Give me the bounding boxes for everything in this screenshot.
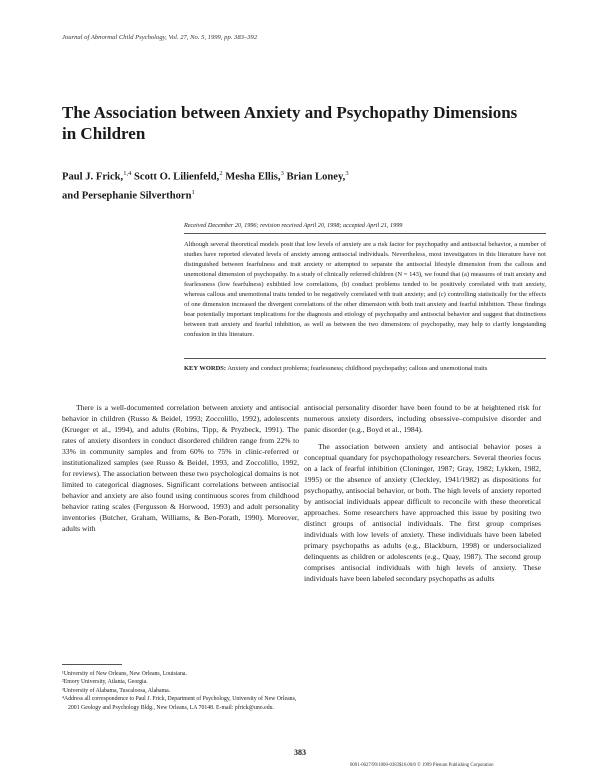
keywords [184,364,546,374]
copyright-line: 0091-0627/99/1000-0383$16.00/0 © 1999 Plenum Publishing Corporation [350,763,494,768]
author-affiliation-marker: 2 [219,170,223,177]
body-paragraph: There is a well-documented correlation between anxiety and antisocial behavior in children (Russo & Beidel, 1993; Zoccolillo, 1992), adolescents (Krueger et al., 1994), and adults (Robins, Tipp, & Pryzbeck, 1991). The rates of anxiety disorders in conduct disordered children range from 22% to 33% in community samples and from 60% to 75% in clinic-referred or institutionalized samples (see Russo & Beidel, 1993, and Zoccolillo, 1992, for reviews). The association between these two psychological domains is not limited to categorical diagnoses. Significant correlations between antisocial behavior and anxiety are also found using continuous scores from childhood behavior rating scales (Fergusson & Horwood, 1993) and adult personality inventories (Butcher, Graham, Williams, & Ben-Porath, 1990). Moreover, adults with [62,403,299,533]
footnote: ²Emory University, Atlanta, Georgia. [62,679,148,686]
body-paragraph: The association between anxiety and antisocial behavior poses a conceptual quandary for psychopathology researchers. Several theories focus on a lack of fearful inhibition (Cloninger, 1987; Gray, 1982; Lykken, 1982, 1995) or the absence of anxiety (Cleckley, 1941/1982) as dispositions for psychopathy, antisocial behavior, or both. The high levels of anxiety reported by antisocial individuals appear difficult to reconcile with these theoretical approaches. Some researchers have approached this issue by positing two distinct groups of antisocial individuals. The first group comprises individuals with low levels of anxiety. These individuals have been labeled primary psychopaths as adults (e.g., Blackburn, 1998) or undersocialized delinquents as children or adolescents (e.g., Quay, 1987). The second group comprises antisocial individuals with high levels of anxiety. These individuals have been labeled secondary psychopaths as adults [304,442,541,583]
footnote: ³University of Alabama, Tuscaloosa, Alabama. [62,687,171,694]
body-column-left [62,402,299,534]
abstract: Although several theoretical models posit that low levels of anxiety are a risk factor for psychopathy and antisocial behavior, a number of studies have reported elevated levels of anxiety among antisocial individuals. Nevertheless, most investigators in this literature have not distinguished between fearfulness and trait anxiety or attempted to separate the antisocial lifestyle dimension from the callous and unemotional dimension of psychopathy. In a study of clinically referred children (N = 143), we found that (a) measures of trait anxiety and fearlessness (low fearfulness) exhibited low correlations, (b) conduct problems tended to be positively correlated with trait anxiety, whereas callous and unemotional traits tended to be negatively correlated with trait anxiety; and (c) controlling statistically for the effects of one dimension increased the divergent correlations of the other dimension with both trait anxiety and fearful inhibition. These findings bear potentially important implications for the diagnosis and etiology of psychopathy and antisocial behavior and suggest that distinctions between trait anxiety and fearful inhibition, as well as between the two dimensions of psychopathy, may help to clarify longstanding confusion in this literature. [184,241,546,338]
footnote: ¹University of New Orleans, New Orleans, Louisiana. [62,671,187,677]
author-list [62,166,542,204]
body-column-right [304,402,541,584]
page-number: 383 [294,748,306,757]
journal-citation: Journal of Abnormal Child Psychology, Vol. 27, No. 5, 1999, pp. 383–392 [62,34,258,41]
author-name: and Persephanie Silverthorn [62,190,192,202]
author-affiliation-marker: 1,4 [123,170,132,177]
author-name: Brian Loney, [283,171,346,183]
keywords-label: KEY WORDS: [184,365,227,372]
abstract-top-rule [184,233,546,234]
abstract-bottom-rule [184,358,546,359]
author-affiliation-marker: 3 [345,170,349,177]
received-dates: Received December 20, 1996; revision received April 20, 1998; accepted April 21, 1999 [184,222,403,229]
article-title: The Association between Anxiety and Psychopathy Dimensions in Children [62,103,518,143]
author-name: Scott O. Lilienfeld, [131,171,220,183]
keywords-text: Anxiety and conduct problems; fearlessness; childhood psychopathy; callous and unemotional traits [226,365,488,372]
footnotes [62,670,302,712]
footnote: ⁴Address all correspondence to Paul J. Frick, Department of Psychology, University of New Orleans, 2001 Geology and Psychology Bldg., New Orleans, LA 70148. E-mail: pfrick@uno.edu. [62,696,297,711]
body-paragraph: antisocial personality disorder have been found to be at heightened risk for numerous anxiety disorders, including obsessive–compulsive disorder and panic disorder (e.g., Boyd et al., 1984). [304,403,541,434]
author-affiliation-marker: 3 [280,170,284,177]
author-name: Mesha Ellis, [222,171,281,183]
footnote-rule [62,664,122,665]
author-affiliation-marker: 1 [191,189,195,197]
author-name: Paul J. Frick, [62,171,124,183]
